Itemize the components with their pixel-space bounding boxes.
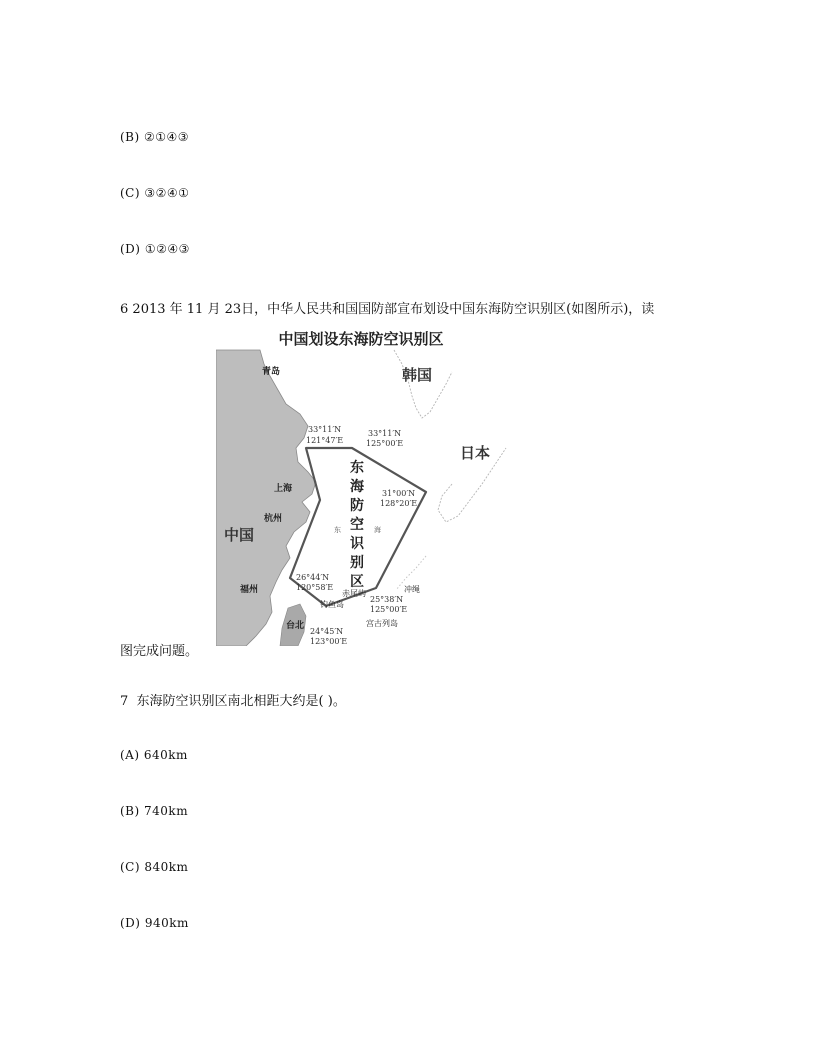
coord-lon: 123°00′E	[310, 637, 348, 646]
place-chiweiyu: 赤尾屿	[342, 589, 366, 598]
place-miyako: 宫古列岛	[366, 619, 398, 628]
question-number: 6	[120, 302, 129, 317]
adiz-map	[216, 324, 508, 646]
option-d-prev	[120, 242, 190, 256]
zone-char: 防	[350, 498, 364, 514]
question-6-continuation: 图完成问题。	[120, 644, 199, 659]
option-c-prev	[120, 186, 189, 200]
option-text: 840km	[144, 860, 189, 874]
coord-lon: 120°58′E	[296, 583, 334, 592]
zone-char: 空	[350, 517, 364, 533]
adiz-map-figure	[216, 324, 508, 646]
option-a	[120, 748, 188, 762]
option-label: (B)	[120, 130, 140, 144]
option-text: 640km	[143, 748, 188, 762]
option-text: ③②④①	[144, 186, 190, 200]
sea-label-hai: 海	[374, 526, 381, 534]
coord-lat: 25°38′N	[370, 595, 404, 604]
country-korea: 韩国	[402, 366, 433, 384]
coord-lon: 121°47′E	[306, 436, 344, 445]
option-b-prev	[120, 130, 189, 144]
china-landmass	[216, 350, 316, 646]
zone-char: 东	[350, 460, 364, 476]
zone-char: 区	[350, 574, 364, 590]
coord-lon: 128°20′E	[380, 499, 418, 508]
question-number: 7	[120, 694, 129, 709]
coord-lat: 26°44′N	[296, 573, 330, 582]
option-label: (C)	[120, 186, 141, 200]
coord-lat: 33°11′N	[368, 429, 402, 438]
option-text: 740km	[144, 804, 189, 818]
option-text: ①②④③	[144, 242, 190, 256]
coord-lat: 24°45′N	[310, 627, 344, 636]
option-label: (C)	[120, 860, 141, 874]
place-qingdao: 青岛	[262, 367, 281, 377]
question-6	[120, 298, 654, 317]
place-hangzhou: 杭州	[264, 514, 283, 524]
zone-char: 海	[350, 479, 364, 495]
option-text: ②①④③	[144, 130, 190, 144]
option-label: (D)	[120, 242, 141, 256]
coord-lon: 125°00′E	[366, 439, 404, 448]
option-label: (D)	[120, 916, 141, 930]
place-fuzhou: 福州	[240, 585, 259, 595]
place-diaoyudao: 钓鱼岛	[320, 600, 344, 609]
question-text: 东海防空识别区南北相距大约是( )。	[136, 694, 346, 709]
coord-lat: 31°00′N	[382, 489, 416, 498]
question-7	[120, 690, 346, 709]
zone-label	[350, 459, 365, 590]
country-china: 中国	[224, 526, 255, 544]
option-label: (B)	[120, 804, 140, 818]
option-label: (A)	[120, 748, 140, 762]
option-d	[120, 916, 189, 930]
option-c	[120, 860, 188, 874]
map-title: 中国划设东海防空识别区	[278, 330, 444, 348]
place-shanghai: 上海	[274, 484, 293, 494]
sea-label-dong: 东	[334, 526, 341, 534]
zone-char: 识	[350, 536, 364, 552]
option-text: 940km	[144, 916, 189, 930]
question-text: 2013 年 11 月 23日，中华人民共和国国防部宣布划设中国东海防空识别区(如图所示)，读	[132, 302, 655, 317]
coord-lon: 125°00′E	[370, 605, 408, 614]
country-japan: 日本	[460, 444, 491, 462]
korea-coastline	[394, 350, 452, 418]
coord-lat: 33°11′N	[308, 425, 342, 434]
place-taibei: 台北	[286, 621, 305, 631]
zone-char: 别	[350, 555, 364, 571]
option-b	[120, 804, 188, 818]
place-okinawa: 冲绳	[404, 585, 420, 594]
